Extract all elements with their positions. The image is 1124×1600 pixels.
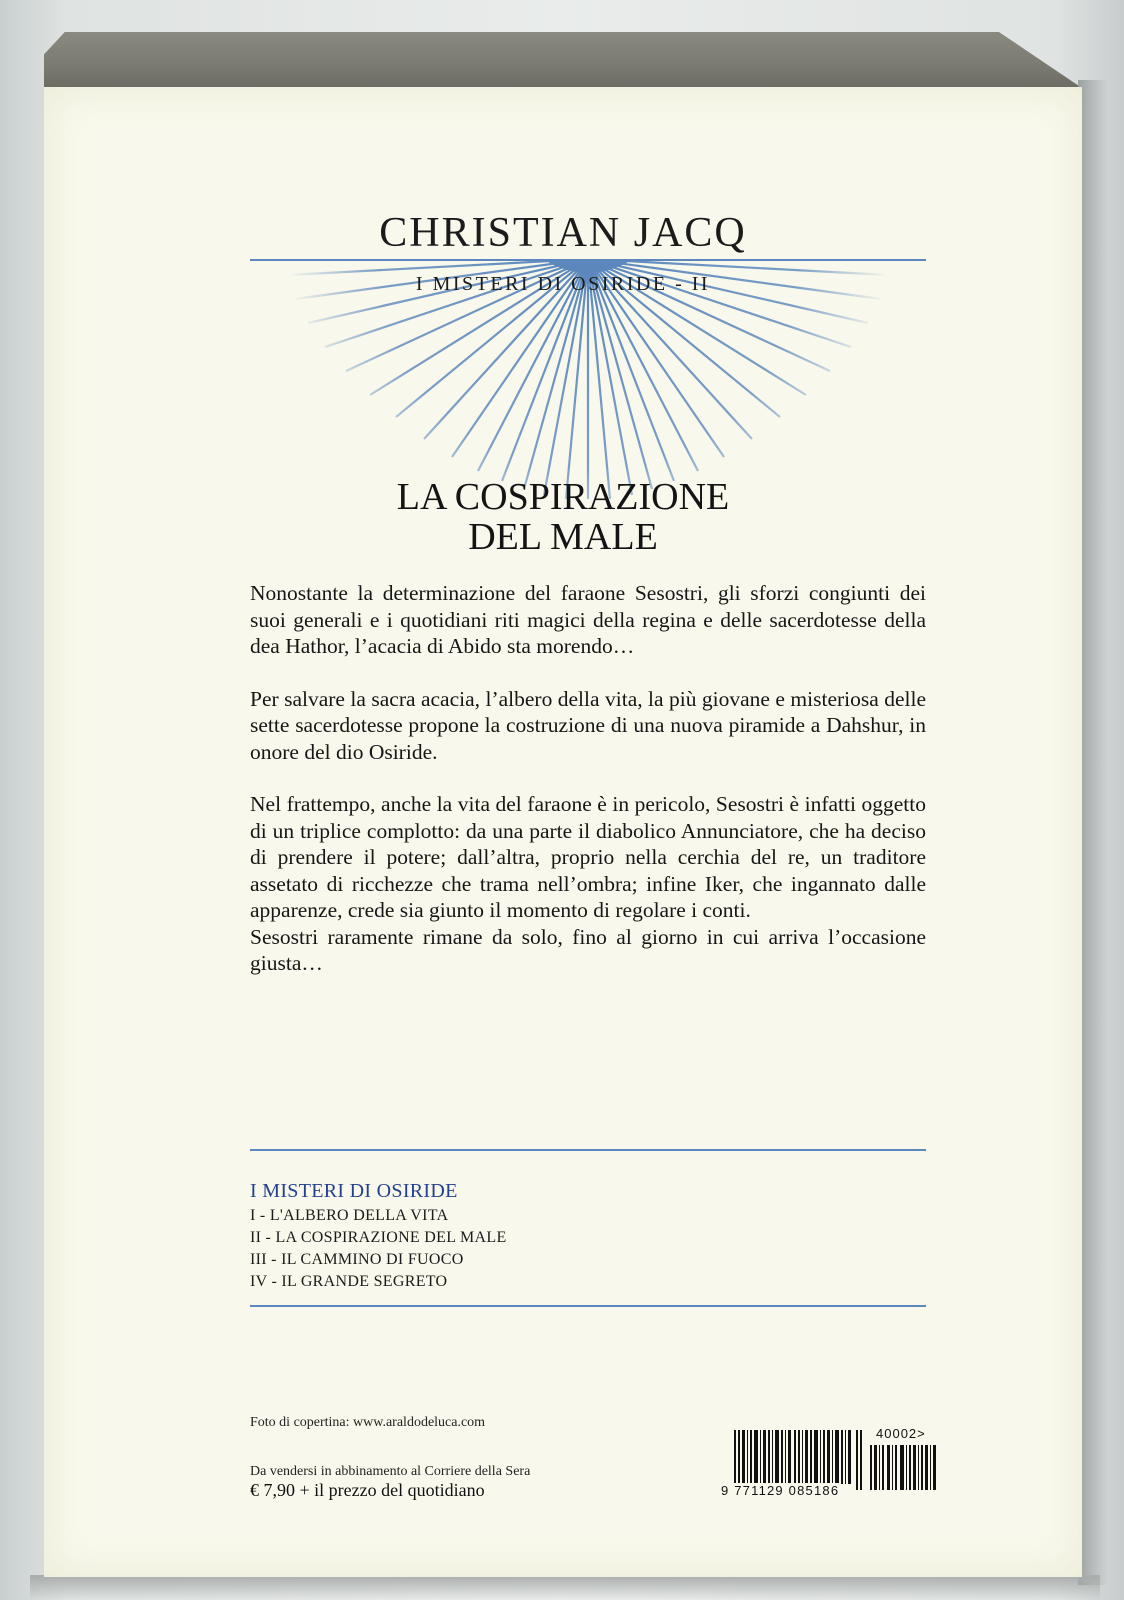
series-list-item: III - IL CAMMINO DI FUOCO (250, 1251, 464, 1268)
price: € 7,90 + il prezzo del quotidiano (250, 1480, 485, 1500)
series-list-item: II - LA COSPIRAZIONE DEL MALE (250, 1229, 507, 1246)
barcode-icon (734, 1430, 862, 1490)
book-shadow-bottom (30, 1575, 1100, 1600)
blurb-paragraph: Nonostante la determinazione del faraone Sesostri, gli sforzi congiunti dei suoi generali e i quotidiani riti magici della regina e delle sacerdotesse della dea Hathor, l’acacia di Abido sta morendo… (250, 581, 926, 658)
blurb (250, 580, 926, 977)
blurb-paragraph: Sesostri raramente rimane da solo, fino al giorno in cui arriva l’occasione giusta… (250, 924, 926, 975)
barcode-addon-icon (870, 1445, 936, 1490)
blurb-paragraph: Per salvare la sacra acacia, l’albero della vita, la più giovane e misteriosa delle sette sacerdotesse propone la costruzione di una nuova piramide a Dahshur, in onore del dio Osiride. (250, 686, 926, 764)
series-list-item: IV - IL GRANDE SEGRETO (250, 1273, 448, 1290)
divider-top (250, 259, 926, 261)
book-shadow-right (1078, 80, 1108, 1585)
divider-middle (250, 1149, 926, 1151)
series-list-heading: I MISTERI DI OSIRIDE (250, 1180, 458, 1202)
author-name: CHRISTIAN JACQ (379, 210, 747, 256)
barcode-ean-digits: 9 771129 085186 (721, 1483, 840, 1498)
book-title-line-1: LA COSPIRAZIONE (396, 476, 730, 518)
book-top-edge (44, 32, 1082, 88)
back-cover (44, 87, 1082, 1577)
sale-note: Da vendersi in abbinamento al Corriere della Sera (250, 1464, 531, 1479)
series-subtitle: I MISTERI DI OSIRIDE - II (415, 273, 711, 295)
divider-bottom (250, 1305, 926, 1307)
series-list (250, 1180, 507, 1293)
barcode-addon-digits: 40002> (876, 1426, 926, 1441)
blurb-paragraph: Nel frattempo, anche la vita del faraone è in pericolo, Sesostri è infatti oggetto di un triplice complotto: da una parte il diabolico Annunciatore, che ha deciso di prendere il potere; dall’altra, proprio nella cerchia del re, un traditore assetato di ricchezze che trama nell’ombra; infine Iker, che ingannato dalle apparenze, crede sia giunto il momento di regolare i conti. (250, 792, 926, 922)
series-list-item: I - L'ALBERO DELLA VITA (250, 1207, 449, 1224)
book-title (44, 477, 1082, 557)
book-title-line-2: DEL MALE (468, 516, 658, 558)
photo-credit: Foto di copertina: www.araldodeluca.com (250, 1415, 486, 1430)
